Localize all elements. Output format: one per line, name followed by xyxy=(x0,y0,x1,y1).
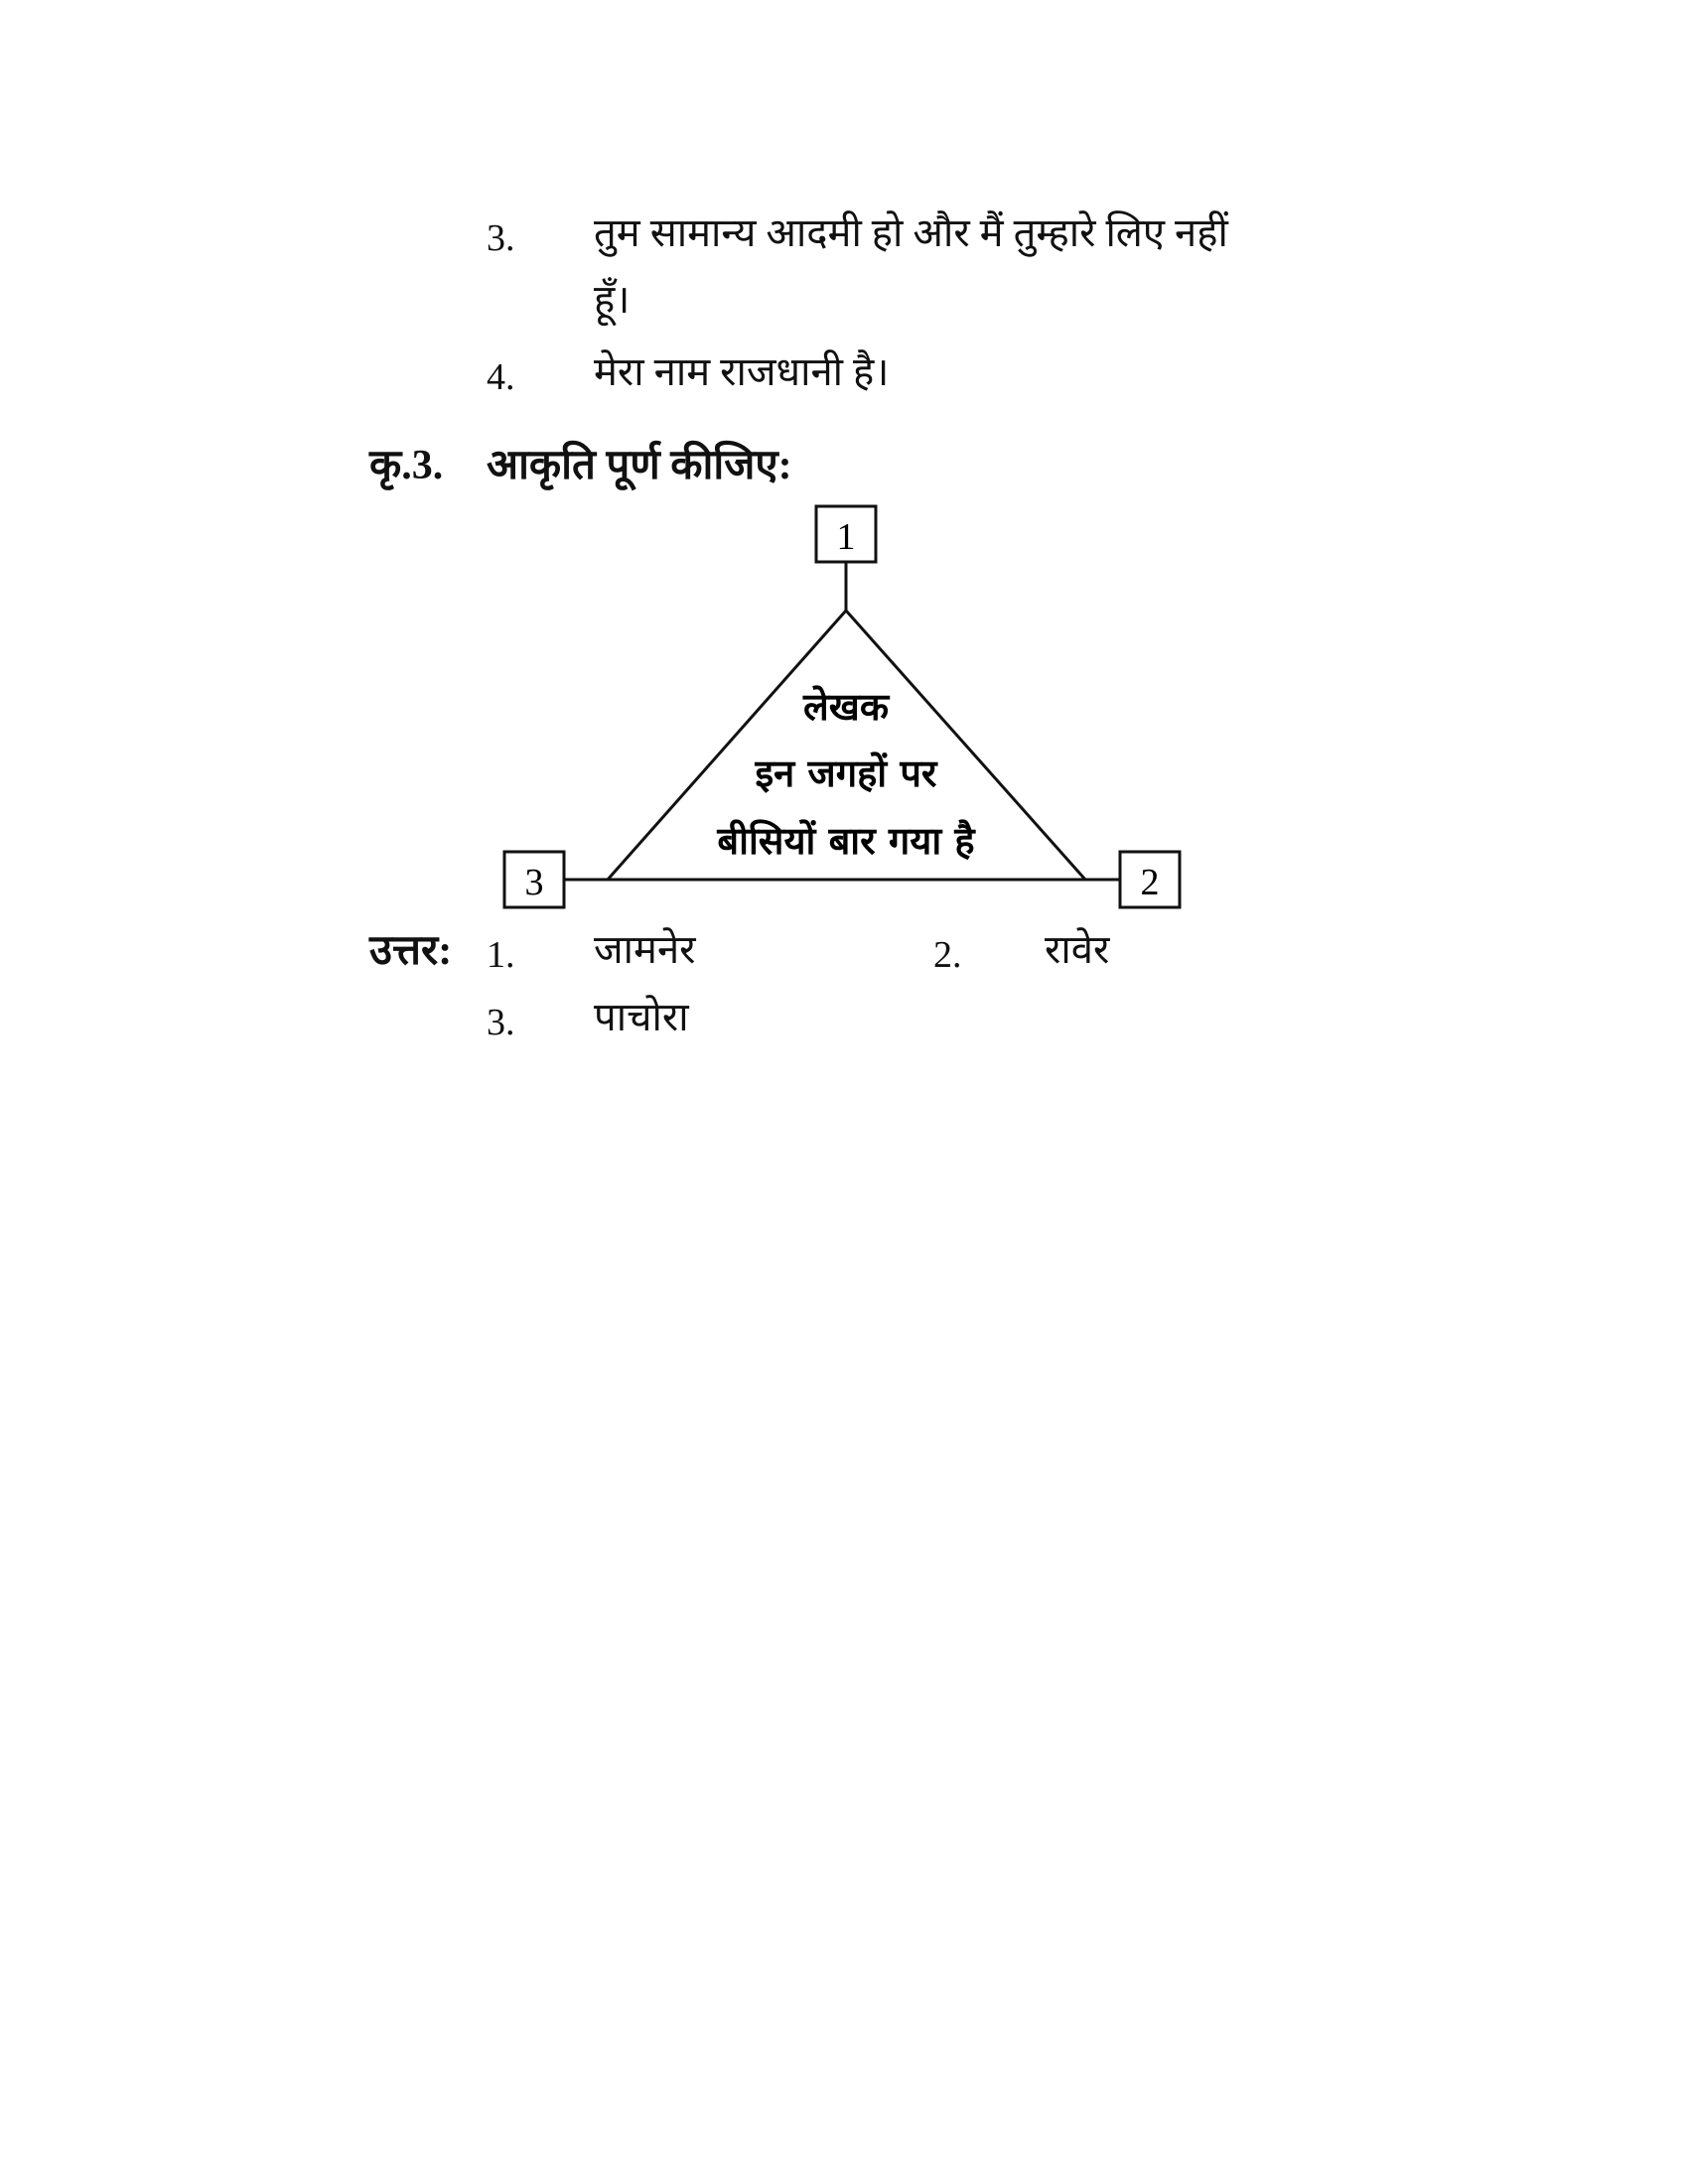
triangle-text-line2: इन जगहों पर xyxy=(755,751,937,795)
box-left-label: 3 xyxy=(524,862,544,903)
question-text: आकृति पूर्ण कीजिए: xyxy=(487,443,792,488)
triangle-diagram xyxy=(0,0,1688,993)
item-4-text: मेरा नाम राजधानी है। xyxy=(594,349,890,394)
box-top-label: 1 xyxy=(836,516,856,558)
answer-3-text: पाचोरा xyxy=(594,995,689,1039)
answer-2-number: 2. xyxy=(933,934,962,976)
item-3-number: 3. xyxy=(487,217,515,259)
answer-1-number: 1. xyxy=(487,934,515,976)
answer-2-text: रावेर xyxy=(1045,927,1110,972)
item-3-text-line2: हूँ। xyxy=(594,277,631,322)
item-3-text-line1: तुम सामान्य आदमी हो और मैं तुम्हारे लिए नहीं xyxy=(594,210,1228,255)
answer-label: उत्तर: xyxy=(369,928,453,974)
box-right-label: 2 xyxy=(1140,862,1160,903)
answer-1-text: जामनेर xyxy=(594,927,696,972)
triangle-text-line1: लेखक xyxy=(802,685,890,729)
triangle-text-line3: बीसियों बार गया है xyxy=(717,819,975,863)
question-label: कृ.3. xyxy=(369,443,444,488)
item-4-number: 4. xyxy=(487,356,515,398)
answer-3-number: 3. xyxy=(487,1002,515,1043)
